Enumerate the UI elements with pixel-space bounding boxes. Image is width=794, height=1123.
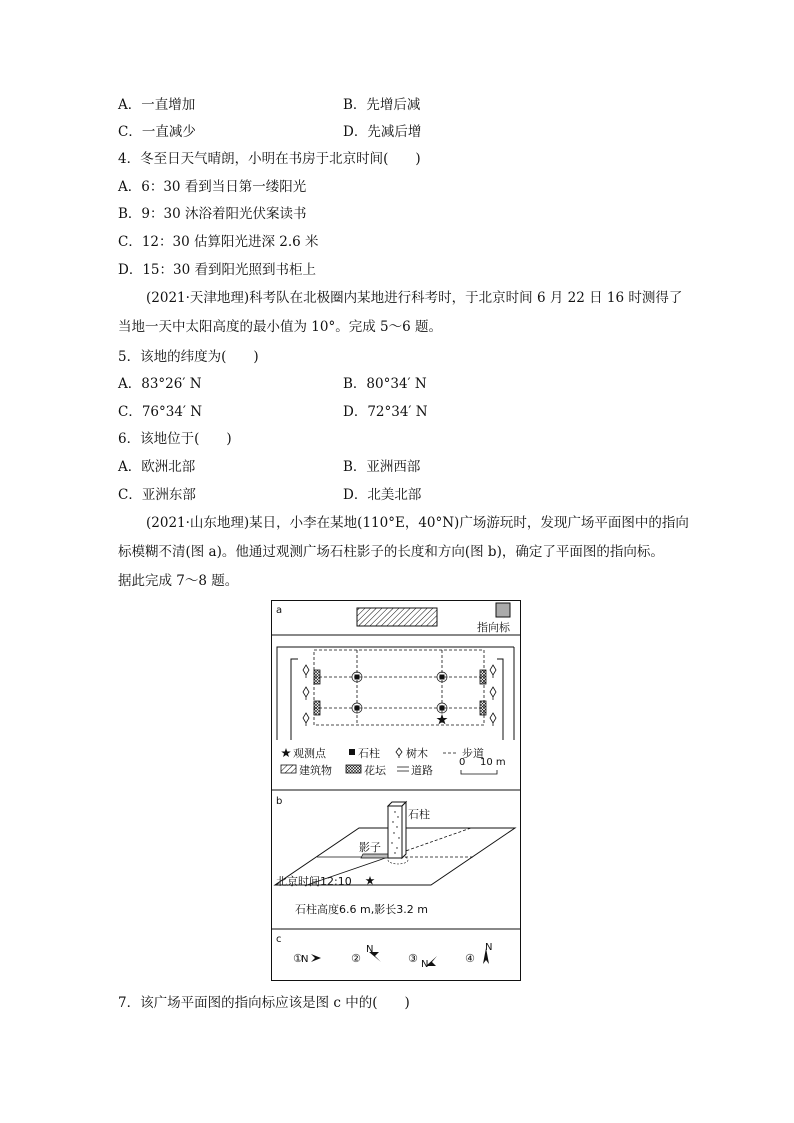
stone-pillar: [388, 802, 406, 858]
q4-option-b: B．9：30 沐浴着阳光伏案读书: [118, 206, 307, 222]
legend-building-icon: [281, 765, 296, 773]
legend-point-label: 观测点: [293, 747, 326, 760]
flower-bed: [480, 701, 486, 715]
q5-option-c: C．76°34′ N: [118, 404, 203, 420]
option-4-label: ④: [465, 952, 475, 965]
q5-option-b: B．80°34′ N: [343, 376, 427, 392]
q4-option-d: D．15：30 看到阳光照到书柜上: [118, 262, 316, 278]
passage1-line1: (2021·天津地理)科考队在北极圈内某地进行科考时，于北京时间 6 月 22 日 16 时测得了: [146, 290, 683, 306]
option-3-label: ③: [408, 952, 418, 965]
panel-a-label: a: [276, 605, 283, 616]
svg-text:N: N: [366, 944, 374, 955]
scale-ten: 10 m: [480, 757, 506, 768]
legend-building-label: 建筑物: [299, 764, 332, 777]
scale-zero: 0: [459, 757, 466, 768]
flower-bed: [314, 701, 320, 715]
building: [357, 608, 437, 626]
svg-text:N: N: [421, 959, 429, 970]
panel-b-label: b: [276, 796, 283, 807]
beijing-time-label: 北京时间12:10: [276, 875, 352, 888]
pillar-label: 石柱: [408, 808, 430, 821]
q4-option-c: C．12：30 估算阳光进深 2.6 米: [118, 234, 319, 250]
q3-option-c: C．一直减少: [118, 124, 196, 140]
flower-bed: [314, 670, 320, 684]
q3-option-b: B．先增后减: [343, 97, 421, 113]
q6-option-d: D．北美北部: [343, 487, 422, 503]
option-2-label: ②: [351, 952, 361, 965]
passage2-line2: 标模糊不清(图 a)。他通过观测广场石柱影子的长度和方向(图 b)，确定了平面图的指向标。: [118, 544, 664, 560]
legend-pillar-icon: [349, 749, 355, 755]
svg-text:N: N: [301, 954, 309, 965]
legend-path-label: 步道: [462, 747, 484, 760]
q3-option-d: D．先减后增: [343, 124, 422, 140]
q6-option-a: A．欧洲北部: [118, 459, 196, 475]
passage2-line3: 据此完成 7～8 题。: [118, 573, 239, 589]
svg-text:N: N: [485, 942, 493, 953]
shadow-label: 影子: [359, 841, 381, 854]
q6-option-b: B．亚洲西部: [343, 459, 421, 475]
pillar-caption: 石柱高度6.6 m,影长3.2 m: [295, 903, 428, 916]
q7-stem: 7．该广场平面图的指向标应该是图 c 中的( ): [118, 995, 410, 1011]
compass-label: 指向标: [477, 621, 510, 634]
legend-pillar-label: 石柱: [358, 747, 380, 760]
q6-stem: 6．该地位于( ): [118, 431, 232, 447]
q4-option-a: A．6：30 看到当日第一缕阳光: [118, 179, 307, 195]
q5-option-a: A．83°26′ N: [118, 376, 202, 392]
legend-tree-label: 树木: [406, 747, 428, 760]
passage1-line2: 当地一天中太阳高度的最小值为 10°。完成 5～6 题。: [118, 319, 442, 335]
q3-option-a: A．一直增加: [118, 97, 196, 113]
q6-option-c: C．亚洲东部: [118, 487, 196, 503]
q4-stem: 4．冬至日天气晴朗，小明在书房于北京时间( ): [118, 151, 421, 167]
passage2-line1: (2021·山东地理)某日，小李在某地(110°E，40°N)广场游玩时，发现广场平面图中的指向: [146, 515, 689, 531]
compass-placeholder: [496, 603, 510, 617]
option-1-label: ①: [293, 952, 303, 965]
q5-stem: 5．该地的纬度为( ): [118, 349, 259, 365]
panel-c-label: c: [276, 934, 282, 945]
flower-bed: [480, 670, 486, 684]
figure-abc: [271, 600, 521, 981]
legend-bed-label: 花坛: [364, 764, 386, 777]
shadow-shape: [361, 854, 391, 858]
q5-option-d: D．72°34′ N: [343, 404, 428, 420]
legend-road-label: 道路: [411, 764, 433, 777]
legend-bed-icon: [346, 765, 361, 773]
